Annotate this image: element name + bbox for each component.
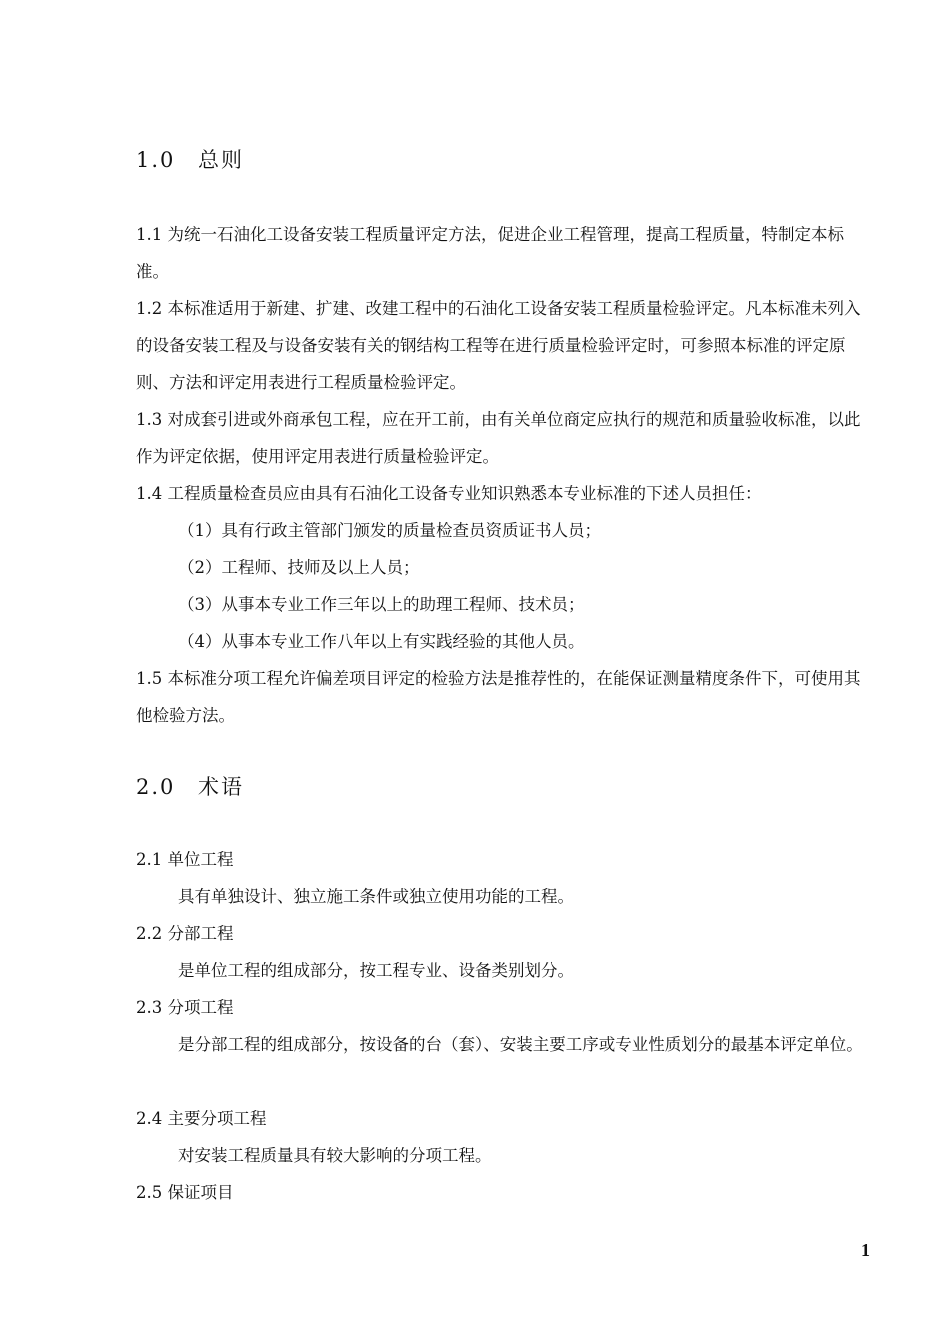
list-item: （1）具有行政主管部门颁发的质量检查员资质证书人员； xyxy=(178,521,601,540)
list-item: （2）工程师、技师及以上人员； xyxy=(178,558,420,577)
clause-1-3: 1.3 对成套引进或外商承包工程，应在开工前，由有关单位商定应执行的规范和质量验收标准，以此作为评定依据，使用评定用表进行质量检验评定。 xyxy=(136,410,861,466)
section-title: 总则 xyxy=(198,148,244,172)
section-heading-terms xyxy=(136,771,244,801)
term-title: 2.4 主要分项工程 xyxy=(136,1109,267,1128)
term-definition: 是分部工程的组成部分，按设备的台（套）、安装主要工序或专业性质划分的最基本评定单位。 xyxy=(178,1035,863,1054)
term-title: 2.2 分部工程 xyxy=(136,924,234,943)
section-heading-general xyxy=(136,144,244,174)
section-number: 2.0 xyxy=(136,775,176,799)
list-item: （4）从事本专业工作八年以上有实践经验的其他人员。 xyxy=(178,632,585,651)
clause-1-5: 1.5 本标准分项工程允许偏差项目评定的检验方法是推荐性的，在能保证测量精度条件下，可使用其他检验方法。 xyxy=(136,669,861,725)
clause-1-1: 1.1 为统一石油化工设备安装工程质量评定方法，促进企业工程管理，提高工程质量，特制定本标准。 xyxy=(136,225,844,281)
list-item: （3）从事本专业工作三年以上的助理工程师、技术员； xyxy=(178,595,585,614)
term-definition: 是单位工程的组成部分，按工程专业、设备类别划分。 xyxy=(178,961,574,980)
section-number: 1.0 xyxy=(136,148,176,172)
term-definition: 对安装工程质量具有较大影响的分项工程。 xyxy=(178,1146,492,1165)
clause-1-2: 1.2 本标准适用于新建、扩建、改建工程中的石油化工设备安装工程质量检验评定。凡本标准未列入的设备安装工程及与设备安装有关的钢结构工程等在进行质量检验评定时，可参照本标准的评定原则、方法和评定用表进行工程质量检验评定。 xyxy=(136,299,861,392)
term-title: 2.5 保证项目 xyxy=(136,1183,234,1202)
term-title: 2.1 单位工程 xyxy=(136,850,234,869)
term-definition: 具有单独设计、独立施工条件或独立使用功能的工程。 xyxy=(178,887,574,906)
section-title: 术语 xyxy=(198,775,244,799)
page-number: 1 xyxy=(861,1240,870,1260)
clause-1-4: 1.4 工程质量检查员应由具有石油化工设备专业知识熟悉本专业标准的下述人员担任： xyxy=(136,484,762,503)
term-title: 2.3 分项工程 xyxy=(136,998,234,1017)
